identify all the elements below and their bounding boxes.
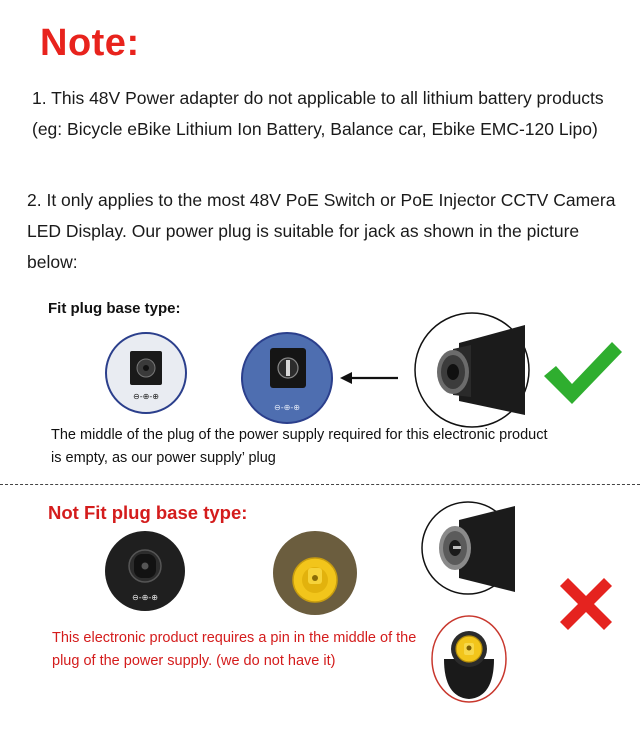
check-icon <box>542 338 624 408</box>
arrow-left-icon <box>340 370 400 386</box>
not-fit-caption: This electronic product requires a pin in the middle of the plug of the power supply. (we do not have it) <box>52 630 417 669</box>
fit-socket-image-1 <box>104 331 188 415</box>
not-fit-plug-image-1 <box>419 500 517 596</box>
svg-text:⊖-⊕-⊕: ⊖-⊕-⊕ <box>133 392 159 401</box>
svg-text:⊖-⊕-⊕: ⊖-⊕-⊕ <box>132 593 158 602</box>
cross-icon <box>556 574 616 634</box>
note-point-2: 2. It only applies to the most 48V PoE Switch or PoE Injector CCTV Camera LED Display. Our power plug is suitable for jack as shown in the picture below: <box>27 190 616 272</box>
svg-text:⊖-⊕-⊕: ⊖-⊕-⊕ <box>274 403 300 412</box>
not-fit-socket-image-1 <box>104 530 186 612</box>
not-fit-socket-image-2 <box>272 530 358 616</box>
note-title: Note: <box>40 22 140 64</box>
section-divider <box>0 484 640 485</box>
not-fit-heading: Not Fit plug base type: <box>48 502 248 523</box>
check-mark <box>544 342 622 404</box>
fit-caption: The middle of the plug of the power supply required for this electronic product is empty, as our power supply’ plug <box>51 427 548 466</box>
fit-plug-image <box>413 311 531 429</box>
fit-heading: Fit plug base type: <box>48 300 181 317</box>
not-fit-plug-image-2 <box>430 613 508 703</box>
fit-socket-image-2 <box>240 332 334 424</box>
cross-mark <box>560 578 612 630</box>
note-point-1: 1. This 48V Power adapter do not applicable to all lithium battery products (eg: Bicycle eBike Lithium Ion Battery, Balance car, Ebike EMC-120 Lipo) <box>32 88 604 139</box>
